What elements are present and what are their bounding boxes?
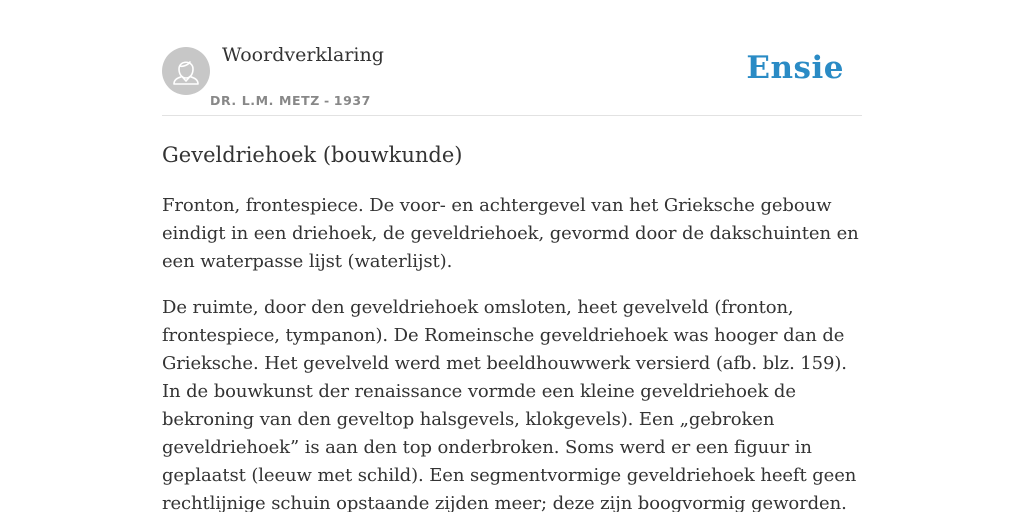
article xyxy=(162,140,866,512)
author-name[interactable]: DR. L.M. METZ xyxy=(210,93,320,108)
source-title[interactable]: Woordverklaring xyxy=(222,44,384,66)
byline[interactable] xyxy=(210,93,371,108)
publication-year: 1937 xyxy=(333,93,371,108)
header xyxy=(162,0,862,116)
author-avatar[interactable] xyxy=(162,47,210,95)
user-icon xyxy=(162,47,210,95)
entry-title: Geveldriehoek (bouwkunde) xyxy=(162,143,463,167)
brand-logo[interactable]: Ensie xyxy=(746,50,844,86)
definition-paragraph: De ruimte, door den geveldriehoek omsloten, heet gevelveld (fronton, frontespiece, tympanon). De Romeinsche geveldriehoek was hooger dan de Grieksche. Het gevelveld werd met beeldhouwwerk versierd (afb. blz. 159). In de bouwkunst der renaissance vormde een kleine geveldriehoek de bekroning van den geveltop halsgevels, klokgevels). Een „gebroken geveldriehoek” is aan den top onderbroken. Soms werd er een figuur in geplaatst (leeuw met schild). Een segmentvormige geveldriehoek heeft geen rechtlijnige schuin opstaande zijden meer; deze zijn boogvormig geworden. xyxy=(162,297,857,512)
byline-separator: - xyxy=(323,93,330,108)
definition-paragraph: Fronton, frontespiece. De voor- en achtergevel van het Grieksche gebouw eindigt in een driehoek, de geveldriehoek, gevormd door de dakschuinten en een waterpasse lijst (waterlijst). xyxy=(162,195,859,272)
